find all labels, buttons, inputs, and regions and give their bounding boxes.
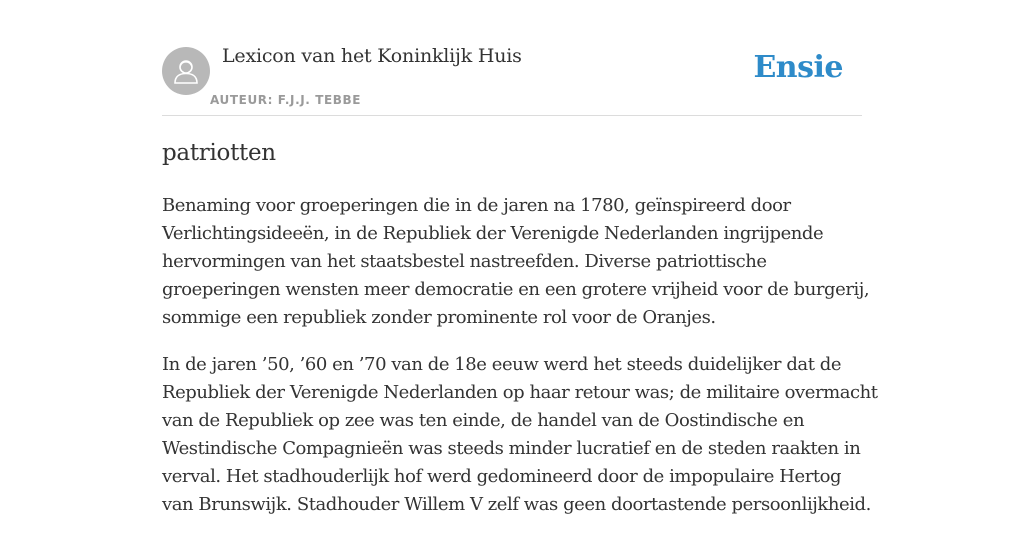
author-avatar[interactable] xyxy=(162,47,210,95)
text-line: Republiek der Verenigde Nederlanden op haar retour was; de militaire overmacht xyxy=(162,382,878,403)
text-line: Westindische Compagnieën was steeds minder lucratief en de steden raakten in xyxy=(162,438,861,459)
header-divider xyxy=(162,115,862,116)
text-line: hervormingen van het staatsbestel nastreefden. Diverse patriottische xyxy=(162,251,767,272)
text-line: groeperingen wensten meer democratie en een grotere vrijheid voor de burgerij, xyxy=(162,279,870,300)
author-label[interactable]: AUTEUR: F.J.J. TEBBE xyxy=(210,93,362,107)
text-line: In de jaren ’50, ’60 en ’70 van de 18e eeuw werd het steeds duidelijker dat de xyxy=(162,354,842,375)
ensie-logo[interactable]: Ensie xyxy=(753,50,843,85)
text-line: Benaming voor groeperingen die in de jaren na 1780, geïnspireerd door xyxy=(162,195,791,216)
entry-title: patriotten xyxy=(162,140,276,166)
paragraph xyxy=(162,351,878,519)
text-line: verval. Het stadhouderlijk hof werd gedomineerd door de impopulaire Hertog xyxy=(162,466,842,487)
user-avatar-icon xyxy=(171,56,201,86)
paragraph xyxy=(162,192,870,332)
text-line: van Brunswijk. Stadhouder Willem V zelf was geen doortastende persoonlijkheid. xyxy=(162,494,871,515)
book-title-link[interactable]: Lexicon van het Koninklijk Huis xyxy=(222,45,522,67)
text-line: Verlichtingsideeën, in de Republiek der Verenigde Nederlanden ingrijpende xyxy=(162,223,824,244)
entry-body xyxy=(162,192,878,538)
text-line: sommige een republiek zonder prominente rol voor de Oranjes. xyxy=(162,307,716,328)
text-line: van de Republiek op zee was ten einde, de handel van de Oostindische en xyxy=(162,410,805,431)
